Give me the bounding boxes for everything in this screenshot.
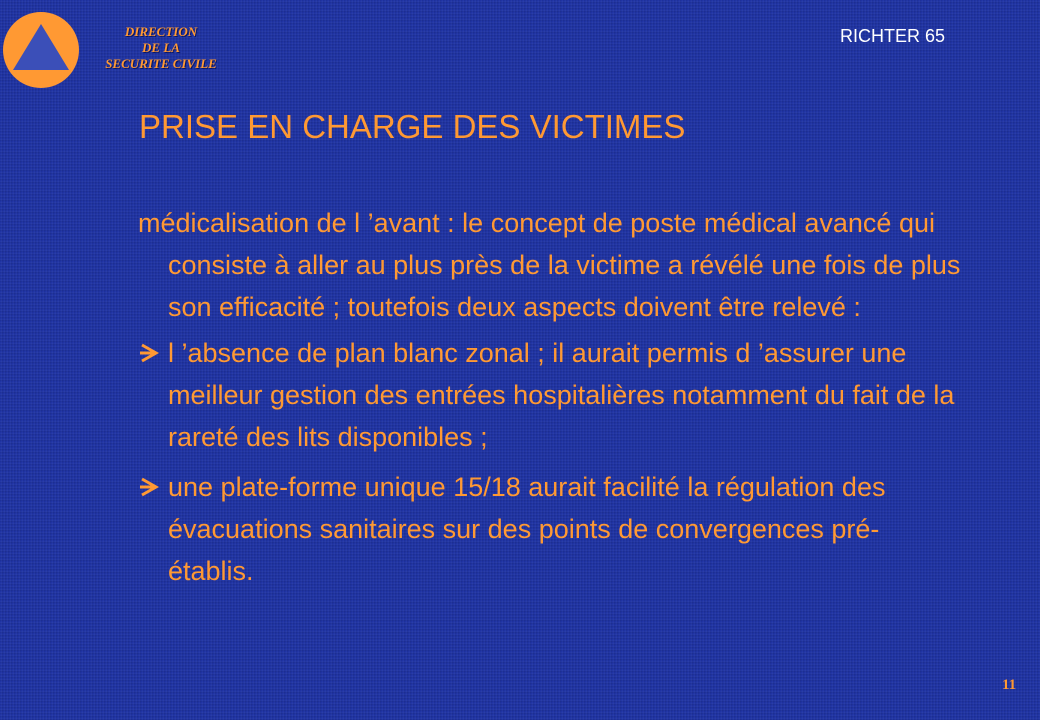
bullet-item: [138, 466, 968, 592]
organization-line: DE LA: [142, 40, 180, 55]
page-number: 11: [1002, 677, 1017, 693]
bullet-text: l ’absence de plan blanc zonal ; il aurait permis d ’assurer une meilleur gestion des entrées hospitalières notamment du fait de la rareté des lits disponibles ;: [168, 338, 955, 452]
arrow-bullet-icon: [138, 332, 164, 374]
event-label: RICHTER 65: [840, 26, 946, 46]
intro-paragraph: médicalisation de l ’avant : le concept de poste médical avancé qui consiste à aller au plus près de la victime a révélé une fois de plus son efficacité ; toutefois deux aspects doivent être relevé :: [138, 208, 961, 322]
securite-civile-logo: [2, 11, 80, 89]
bullet-item: [138, 332, 968, 458]
slide-title: PRISE EN CHARGE DES VICTIMES: [139, 108, 686, 145]
bullet-text: une plate-forme unique 15/18 aurait facilité la régulation des évacuations sanitaires sur des points de convergences pré- établis.: [168, 472, 886, 586]
organization-line: DIRECTION: [124, 24, 198, 39]
organization-label: [86, 24, 236, 72]
slide-body: [138, 202, 968, 592]
organization-line: SECURITE CIVILE: [105, 56, 217, 71]
arrow-bullet-icon: [138, 466, 164, 508]
